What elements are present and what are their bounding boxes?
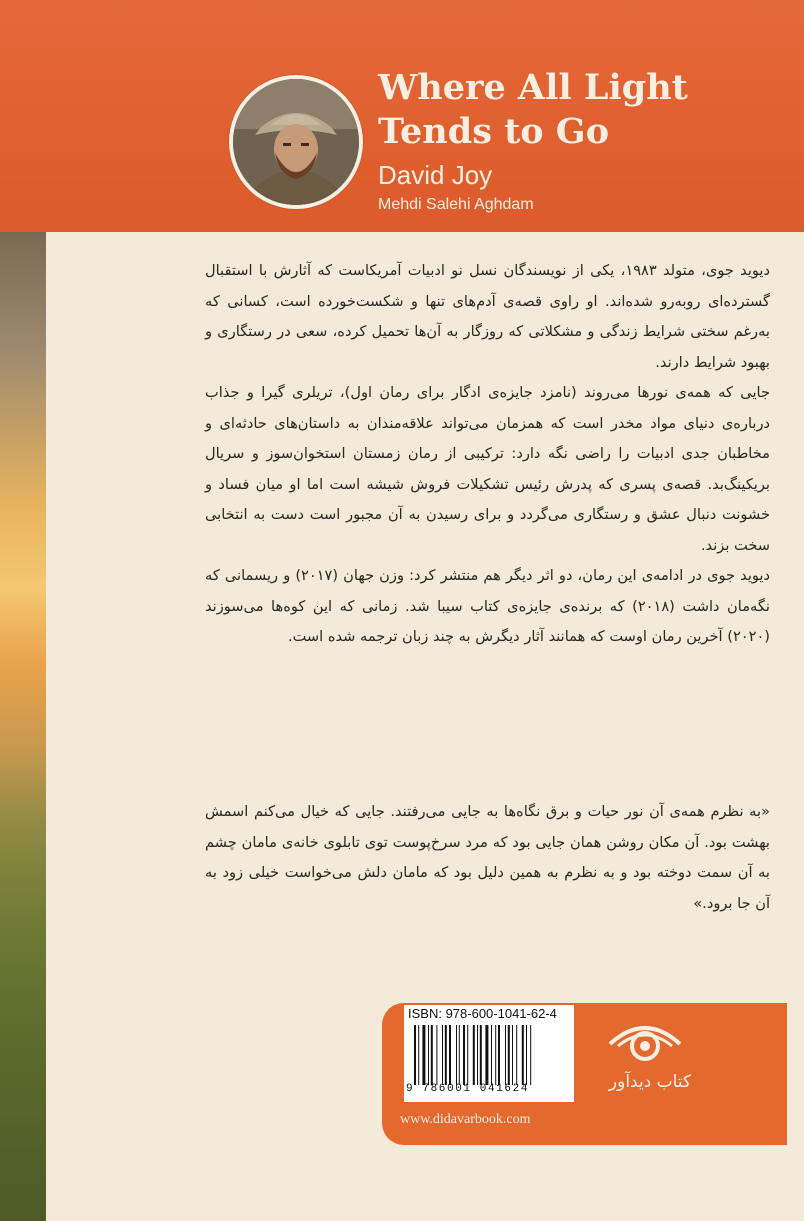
author-photo bbox=[233, 79, 359, 205]
book-excerpt-quote: «به نظرم همه‌ی آن نور حیات و برق نگاه‌ها به جایی می‌رفتند. جایی که خیال می‌کنم اسمش بهشت بود. آن مکان روشن همان جایی بود که مرد سرخ‌پوست توی تابلوی خانه‌ی مامان چشم به آن سمت دوخته بود و به نظرم به همین دلیل بود که مامان دلش می‌خواست خیلی زود به آن جا برود.» bbox=[205, 803, 770, 912]
eye-logo-icon bbox=[600, 1010, 690, 1070]
publisher-name: کتاب دیدآور bbox=[608, 1072, 692, 1092]
publisher-website: www.didavarbook.com bbox=[400, 1112, 531, 1127]
book-title: Where All Light Tends to Go bbox=[378, 67, 688, 152]
barcode-number: 9 786001 041624 bbox=[406, 1083, 530, 1095]
wheat-field-photo-strip bbox=[0, 232, 46, 1221]
book-description bbox=[205, 256, 770, 653]
isbn-label: ISBN: 978-600-1041-62-4 bbox=[408, 1006, 557, 1021]
description-paragraph: دیوید جوی، متولد ۱۹۸۳، یکی از نویسندگان نسل نو ادبیات آمریکاست که آثارش با استقبال گسترده‌ای روبه‌رو شده‌اند. او راوی قصه‌ی آدم‌های تنها و شکست‌خورده است، کسانی که به‌رغم سختی شرایط زندگی و مشکلاتی که روزگار به آن‌ها تحمیل کرده، سعی در رستگاری و بهبود شرایط دارند. bbox=[205, 262, 770, 371]
translator-name: Mehdi Salehi Aghdam bbox=[378, 196, 534, 213]
description-paragraph: دیوید جوی در ادامه‌ی این رمان، دو اثر دیگر هم منتشر کرد: وزن جهان (۲۰۱۷) و ریسمانی که نگه‌مان داشت (۲۰۱۸) که برنده‌ی جایزه‌ی کتاب سیبا شد. زمانی که این کوه‌ها می‌سوزند (۲۰۲۰) آخرین رمان اوست که همانند آثار دیگرش به چند زبان ترجمه شده است. bbox=[205, 567, 770, 645]
barcode-card bbox=[404, 1005, 574, 1102]
author-name: David Joy bbox=[378, 160, 493, 190]
description-paragraph: جایی که همه‌ی نورها می‌روند (نامزد جایزه‌ی ادگار برای رمان اول)، تریلری گیرا و جذاب درباره‌ی دنیای مواد مخدر است که همزمان می‌تواند علاقه‌مندان به داستان‌های حادثه‌ای و مخاطبان جدی ادبیات را راضی نگه دارد: ترکیبی از رمان زمستان استخوان‌سوز و سریال بریکینگ‌بد. قصه‌ی پسری که پدرش رئیس تشکیلات فروش شیشه است اما او میان فساد و خشونت دنبال عشق و رستگاری می‌گردد و برای رسیدن به آن مجبور است دست به انتخابی سخت بزند. bbox=[205, 384, 770, 554]
barcode-icon bbox=[414, 1025, 566, 1085]
